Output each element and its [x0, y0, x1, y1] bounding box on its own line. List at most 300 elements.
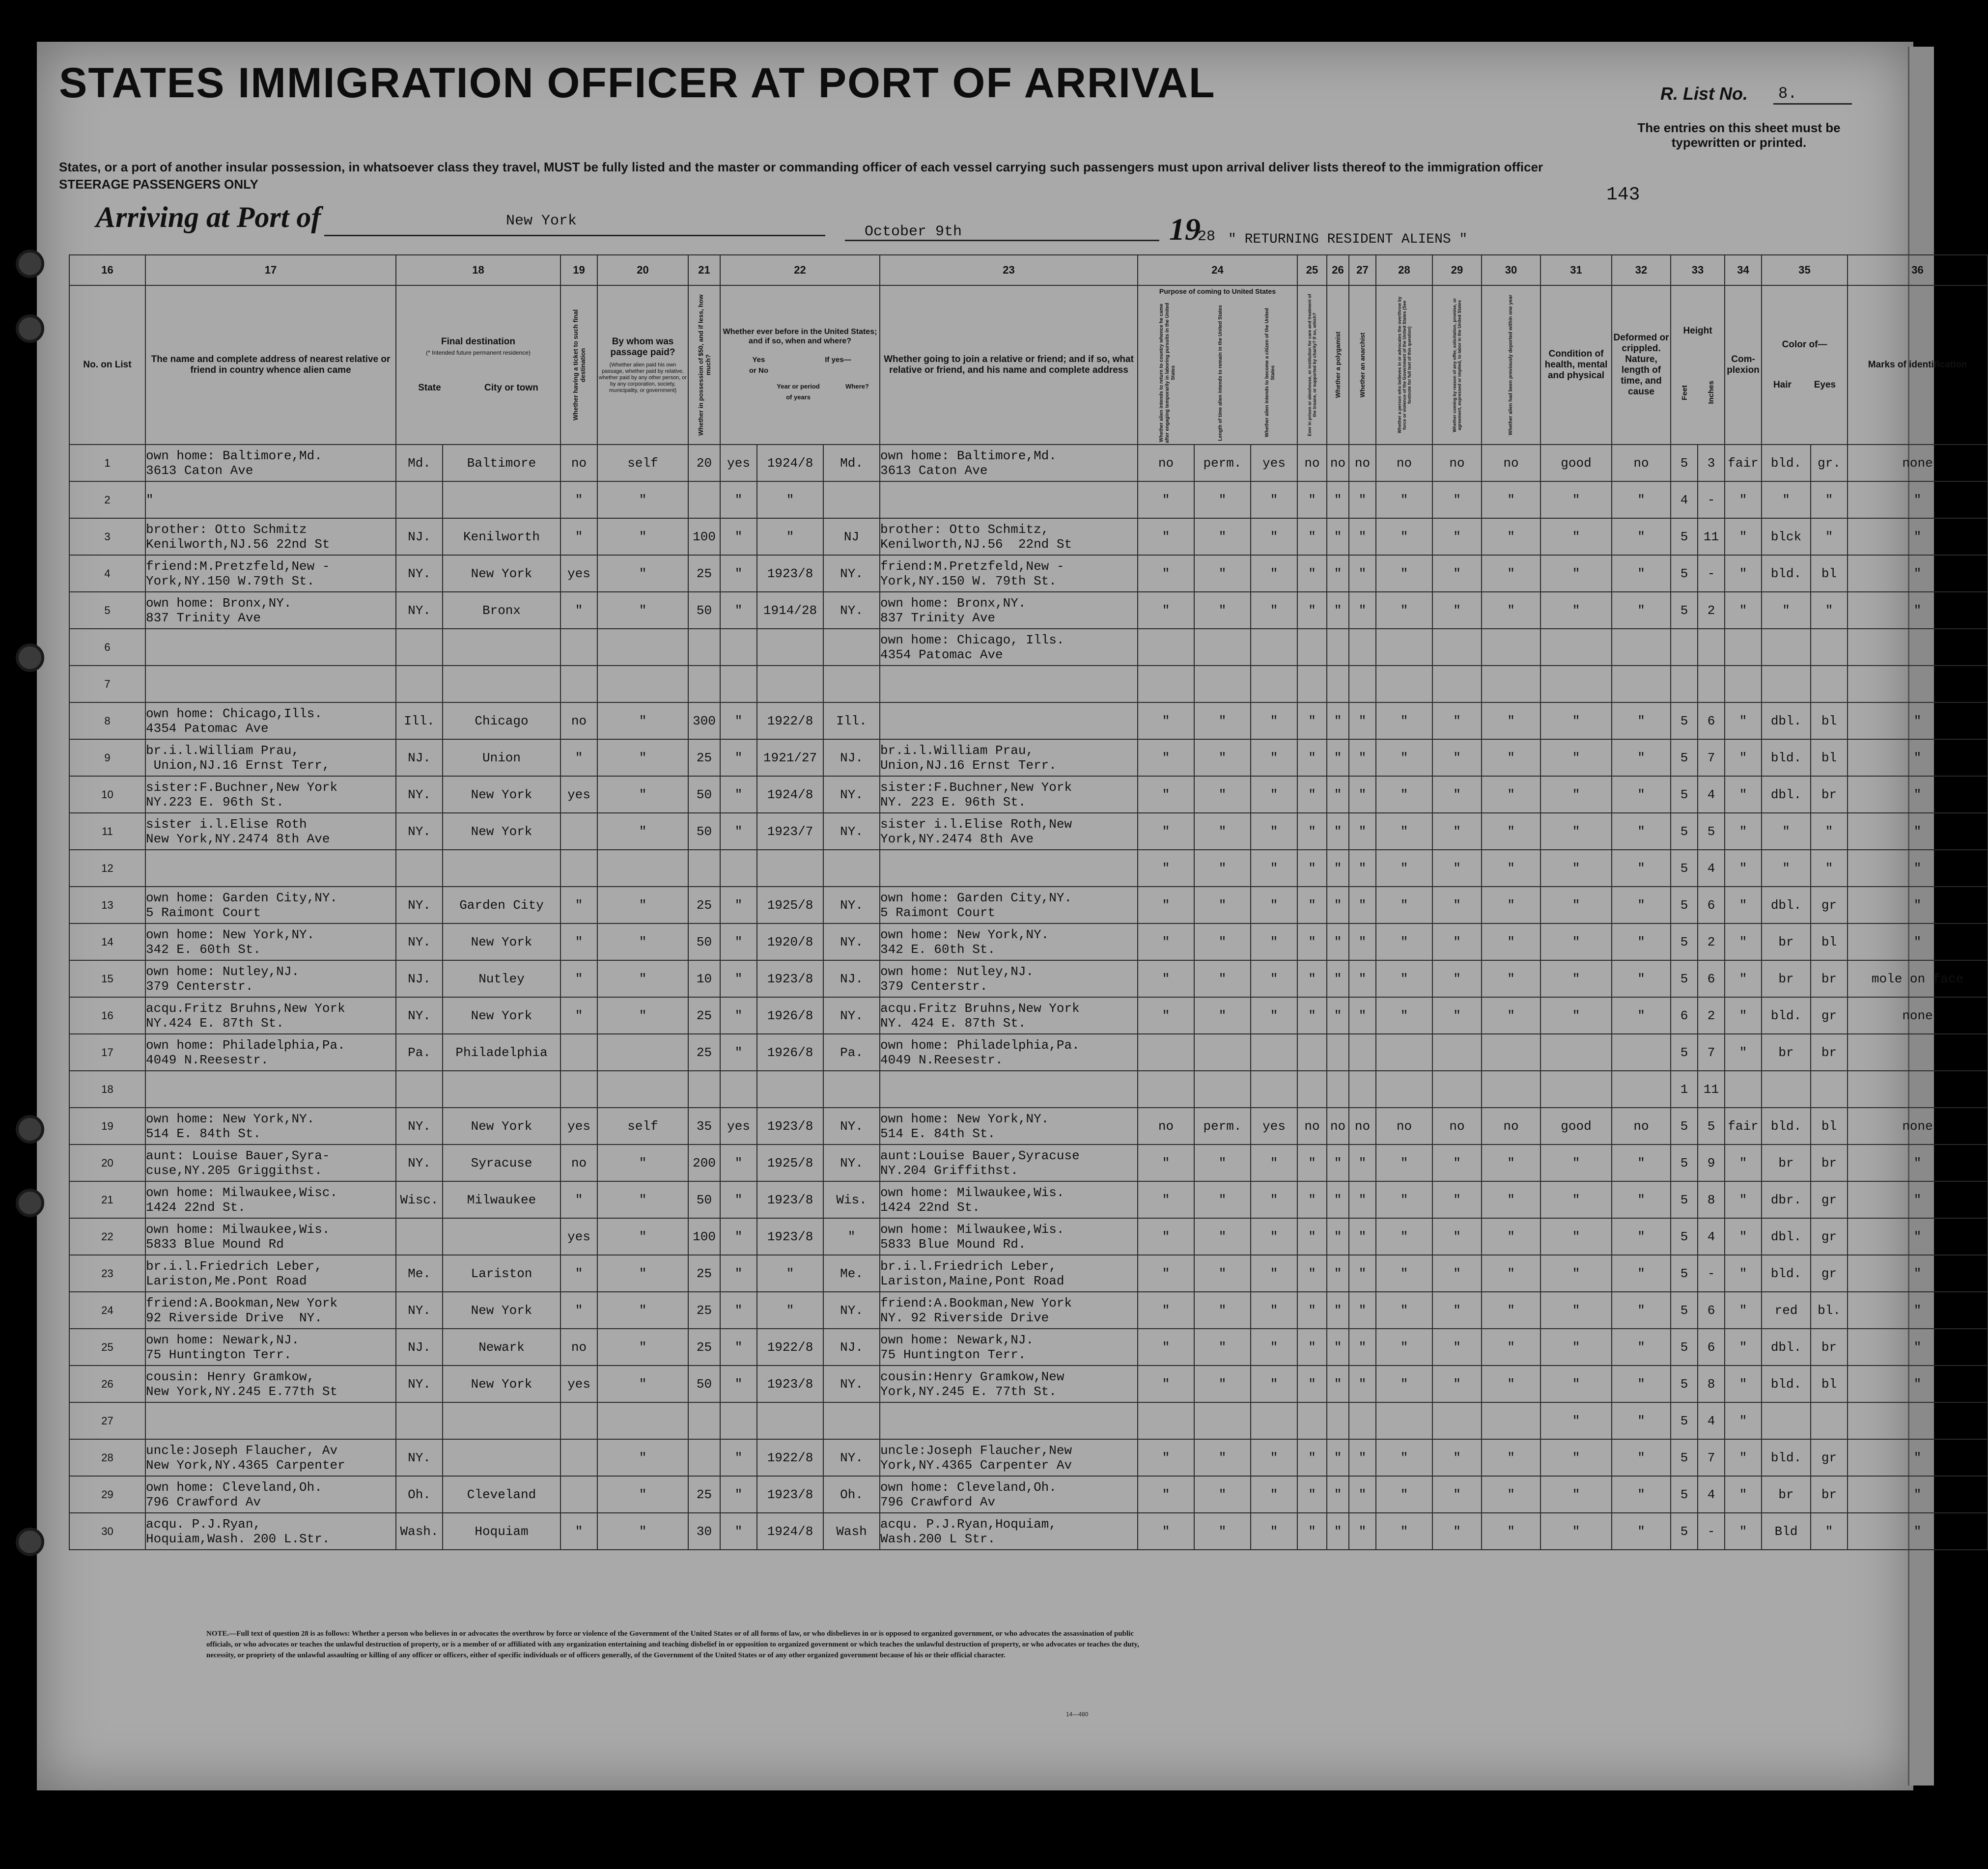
header-if-yes: If yes—: [825, 356, 851, 364]
cell-c29: ": [1432, 481, 1482, 518]
cell-c25: no: [1297, 445, 1327, 481]
document-subtitle: States, or a port of another insular possession, in whatsoever class they travel, MUST be fully listed and the master or commanding officer of each vessel carrying such passengers must upon arrival deliver lists thereof to the immigration officer: [59, 160, 1543, 174]
cell-state: Wisc.: [396, 1181, 443, 1218]
cell-before-where: NY.: [823, 1366, 880, 1402]
height-sublabels: [1671, 381, 1724, 404]
cell-purpose-citizen: [1251, 629, 1297, 666]
cell-money: 10: [688, 960, 720, 997]
cell-c26: ": [1327, 960, 1349, 997]
cell-before-year: 1922/8: [757, 702, 823, 739]
cell-before-where: NJ.: [823, 1329, 880, 1366]
cell-complexion: ": [1725, 923, 1762, 960]
cell-feet: 1: [1671, 1071, 1698, 1108]
cell-purpose-citizen: ": [1251, 1144, 1297, 1181]
cell-before-where: [823, 666, 880, 702]
cell-health: ": [1540, 1181, 1612, 1218]
cell-marks: ": [1848, 776, 1988, 813]
cell-ticket: no: [560, 445, 597, 481]
cell-inches: 2: [1698, 592, 1725, 629]
cell-hair: br: [1762, 923, 1811, 960]
cell-purpose-citizen: ": [1251, 1218, 1297, 1255]
cell-before-yes-no: ": [720, 1144, 757, 1181]
cell-hair: br: [1762, 1144, 1811, 1181]
cell-inches: -: [1698, 1513, 1725, 1550]
cell-before-year: ": [757, 1255, 823, 1292]
cell-c29: ": [1432, 518, 1482, 555]
cell-before-where: NY.: [823, 923, 880, 960]
header-relative: The name and complete address of nearest relative or friend in country whence alien came: [145, 285, 396, 445]
purpose-sublabels: [1138, 302, 1297, 444]
cell-c26: ": [1327, 997, 1349, 1034]
cell-before-yes-no: ": [720, 739, 757, 776]
cell-c27: [1349, 629, 1376, 666]
cell-purpose-length: ": [1194, 1181, 1251, 1218]
cell-joining: uncle:Joseph Flaucher,New York,NY.4365 Carpenter Av: [880, 1439, 1138, 1476]
cell-inches: 5: [1698, 1108, 1725, 1144]
cell-purpose-citizen: ": [1251, 1439, 1297, 1476]
cell-purpose-return: no: [1138, 445, 1194, 481]
cell-no: 13: [69, 887, 145, 923]
cell-before-year: 1926/8: [757, 997, 823, 1034]
table-row: [69, 1255, 1988, 1292]
cell-hair: br: [1762, 960, 1811, 997]
cell-purpose-citizen: [1251, 1034, 1297, 1071]
cell-c30: ": [1482, 592, 1540, 629]
cell-complexion: ": [1725, 1513, 1762, 1550]
cell-money: 50: [688, 592, 720, 629]
cell-joining: acqu. P.J.Ryan,Hoquiam, Wash.200 L Str.: [880, 1513, 1138, 1550]
cell-c25: ": [1297, 1476, 1327, 1513]
cell-ticket: no: [560, 1144, 597, 1181]
cell-c26: ": [1327, 1144, 1349, 1181]
cell-purpose-length: ": [1194, 1292, 1251, 1329]
cell-purpose-length: ": [1194, 887, 1251, 923]
cell-hair: bld.: [1762, 445, 1811, 481]
cell-city: Union: [443, 739, 560, 776]
cell-money: [688, 629, 720, 666]
cell-eyes: gr: [1811, 1181, 1848, 1218]
cell-marks: [1848, 666, 1988, 702]
cell-city: New York: [443, 1366, 560, 1402]
cell-c26: ": [1327, 923, 1349, 960]
cell-before-where: Md.: [823, 445, 880, 481]
cell-complexion: ": [1725, 592, 1762, 629]
cell-c25: ": [1297, 887, 1327, 923]
cell-c29: ": [1432, 1292, 1482, 1329]
cell-purpose-citizen: ": [1251, 776, 1297, 813]
cell-deformed: ": [1612, 1292, 1671, 1329]
cell-money: 35: [688, 1108, 720, 1144]
cell-feet: 5: [1671, 813, 1698, 850]
cell-paid-by: ": [597, 702, 688, 739]
cell-eyes: gr: [1811, 1439, 1848, 1476]
cell-feet: 5: [1671, 555, 1698, 592]
cell-money: 25: [688, 555, 720, 592]
cell-purpose-return: ": [1138, 1181, 1194, 1218]
cell-feet: 5: [1671, 1108, 1698, 1144]
cell-c30: ": [1482, 1144, 1540, 1181]
cell-c25: ": [1297, 1366, 1327, 1402]
cell-c29: ": [1432, 1181, 1482, 1218]
cell-purpose-return: ": [1138, 592, 1194, 629]
cell-c26: ": [1327, 481, 1349, 518]
cell-complexion: ": [1725, 960, 1762, 997]
cell-purpose-citizen: ": [1251, 923, 1297, 960]
cell-c25: [1297, 1034, 1327, 1071]
cell-no: 22: [69, 1218, 145, 1255]
cell-c26: ": [1327, 887, 1349, 923]
cell-purpose-citizen: ": [1251, 592, 1297, 629]
cell-before-year: 1923/7: [757, 813, 823, 850]
cell-deformed: ": [1612, 1144, 1671, 1181]
cell-eyes: br: [1811, 776, 1848, 813]
cell-joining: br.i.l.Friedrich Leber, Lariston,Maine,Pont Road: [880, 1255, 1138, 1292]
cell-feet: 5: [1671, 1366, 1698, 1402]
cell-before-yes-no: ": [720, 1292, 757, 1329]
cell-eyes: [1811, 1071, 1848, 1108]
cell-c28: ": [1376, 850, 1432, 887]
cell-deformed: ": [1612, 1476, 1671, 1513]
cell-no: 27: [69, 1402, 145, 1439]
cell-purpose-length: [1194, 1034, 1251, 1071]
cell-purpose-citizen: ": [1251, 1476, 1297, 1513]
cell-hair: br: [1762, 1034, 1811, 1071]
cell-marks: ": [1848, 702, 1988, 739]
header-color-of: [1762, 285, 1848, 445]
table-row: [69, 997, 1988, 1034]
cell-c25: ": [1297, 1439, 1327, 1476]
cell-city: [443, 481, 560, 518]
cell-c29: ": [1432, 997, 1482, 1034]
cell-feet: 5: [1671, 1292, 1698, 1329]
cell-relative: own home: Baltimore,Md. 3613 Caton Ave: [145, 445, 396, 481]
cell-hair: blck: [1762, 518, 1811, 555]
cell-deformed: ": [1612, 813, 1671, 850]
cell-inches: 6: [1698, 1329, 1725, 1366]
cell-before-year: [757, 850, 823, 887]
header-eyes: Eyes: [1814, 380, 1836, 390]
cell-health: [1540, 629, 1612, 666]
cell-complexion: ": [1725, 1402, 1762, 1439]
cell-purpose-return: [1138, 629, 1194, 666]
cell-feet: 5: [1671, 887, 1698, 923]
column-number: 26: [1327, 255, 1349, 285]
cell-purpose-length: ": [1194, 923, 1251, 960]
cell-before-yes-no: ": [720, 813, 757, 850]
cell-hair: dbl.: [1762, 1329, 1811, 1366]
cell-state: [396, 629, 443, 666]
cell-joining: own home: Newark,NJ. 75 Huntington Terr.: [880, 1329, 1138, 1366]
cell-c28: ": [1376, 702, 1432, 739]
cell-no: 25: [69, 1329, 145, 1366]
header-final-destination: [396, 285, 560, 445]
column-number: 30: [1482, 255, 1540, 285]
cell-hair: dbr.: [1762, 1181, 1811, 1218]
cell-purpose-length: ": [1194, 1513, 1251, 1550]
cell-before-year: 1923/8: [757, 1108, 823, 1144]
cell-health: ": [1540, 887, 1612, 923]
cell-money: [688, 1402, 720, 1439]
cell-c29: ": [1432, 739, 1482, 776]
cell-no: 17: [69, 1034, 145, 1071]
cell-before-yes-no: ": [720, 518, 757, 555]
cell-complexion: ": [1725, 702, 1762, 739]
cell-before-where: NY.: [823, 1292, 880, 1329]
cell-feet: 5: [1671, 1439, 1698, 1476]
cell-before-yes-no: ": [720, 776, 757, 813]
cell-relative: friend:A.Bookman,New York 92 Riverside Drive NY.: [145, 1292, 396, 1329]
cell-relative: own home: New York,NY. 342 E. 60th St.: [145, 923, 396, 960]
cell-health: ": [1540, 1329, 1612, 1366]
cell-eyes: gr: [1811, 1255, 1848, 1292]
cell-no: 7: [69, 666, 145, 702]
cell-health: ": [1540, 1476, 1612, 1513]
cell-purpose-return: ": [1138, 960, 1194, 997]
cell-purpose-citizen: ": [1251, 887, 1297, 923]
cell-no: 12: [69, 850, 145, 887]
cell-c25: [1297, 666, 1327, 702]
cell-purpose-return: ": [1138, 1144, 1194, 1181]
year-prefix: 19: [1169, 212, 1201, 247]
cell-deformed: [1612, 629, 1671, 666]
list-underline: [1773, 103, 1852, 105]
cell-hair: [1762, 629, 1811, 666]
cell-deformed: ": [1612, 518, 1671, 555]
cell-c30: ": [1482, 1181, 1540, 1218]
cell-eyes: [1811, 666, 1848, 702]
table-row: [69, 1292, 1988, 1329]
cell-relative: own home: New York,NY. 514 E. 84th St.: [145, 1108, 396, 1144]
cell-c28: ": [1376, 481, 1432, 518]
cell-ticket: [560, 1402, 597, 1439]
final-destination-note: (* Intended future permanent residence): [426, 349, 531, 356]
cell-money: 20: [688, 445, 720, 481]
cell-city: New York: [443, 1292, 560, 1329]
cell-purpose-length: perm.: [1194, 1108, 1251, 1144]
if-yes-sublabels: [721, 381, 879, 403]
cell-feet: 5: [1671, 1181, 1698, 1218]
cell-c25: ": [1297, 592, 1327, 629]
table-row: [69, 702, 1988, 739]
cell-no: 26: [69, 1366, 145, 1402]
cell-c25: [1297, 629, 1327, 666]
cell-city: New York: [443, 555, 560, 592]
cell-purpose-return: ": [1138, 481, 1194, 518]
cell-paid-by: ": [597, 887, 688, 923]
cell-purpose-return: ": [1138, 1218, 1194, 1255]
cell-c26: ": [1327, 702, 1349, 739]
cell-c28: ": [1376, 1181, 1432, 1218]
cell-c29: [1432, 1071, 1482, 1108]
cell-purpose-return: ": [1138, 887, 1194, 923]
header-year-period: Year or period of years: [777, 383, 820, 401]
cell-state: NY.: [396, 923, 443, 960]
cell-c27: ": [1349, 1255, 1376, 1292]
cell-inches: 3: [1698, 445, 1725, 481]
cell-c30: ": [1482, 850, 1540, 887]
cell-eyes: br: [1811, 1144, 1848, 1181]
table-row: [69, 850, 1988, 887]
cell-hair: [1762, 1402, 1811, 1439]
cell-paid-by: [597, 629, 688, 666]
cell-c28: [1376, 666, 1432, 702]
cell-before-where: NY.: [823, 1144, 880, 1181]
cell-c27: ": [1349, 1292, 1376, 1329]
cell-c30: ": [1482, 1439, 1540, 1476]
cell-marks: ": [1848, 592, 1988, 629]
cell-before-year: 1923/8: [757, 1181, 823, 1218]
cell-c30: ": [1482, 887, 1540, 923]
cell-c25: ": [1297, 997, 1327, 1034]
cell-ticket: ": [560, 481, 597, 518]
cell-feet: 6: [1671, 997, 1698, 1034]
cell-c30: ": [1482, 481, 1540, 518]
cell-before-yes-no: [720, 1071, 757, 1108]
cell-relative: own home: Cleveland,Oh. 796 Crawford Av: [145, 1476, 396, 1513]
c28-label: Whether a person who believes in or advocates the overthrow by force or violence of the Government of the United States (See footnote for full text of this question): [1397, 296, 1412, 434]
cell-joining: own home: Philadelphia,Pa. 4049 N.Reesestr.: [880, 1034, 1138, 1071]
arriving-label: Arriving at Port of: [96, 201, 321, 233]
cell-before-where: [823, 1071, 880, 1108]
cell-paid-by: ": [597, 1218, 688, 1255]
cell-inches: [1698, 666, 1725, 702]
cell-c25: ": [1297, 518, 1327, 555]
cell-c30: ": [1482, 739, 1540, 776]
cell-c30: ": [1482, 1255, 1540, 1292]
cell-ticket: [560, 850, 597, 887]
cell-hair: dbl.: [1762, 887, 1811, 923]
cell-c26: [1327, 666, 1349, 702]
cell-ticket: ": [560, 887, 597, 923]
header-c30: [1482, 285, 1540, 445]
cell-eyes: br: [1811, 960, 1848, 997]
cell-state: NJ.: [396, 739, 443, 776]
column-number: 22: [720, 255, 880, 285]
binder-hole: [16, 643, 44, 672]
table-row: [69, 960, 1988, 997]
cell-purpose-return: ": [1138, 1255, 1194, 1292]
cell-c25: ": [1297, 739, 1327, 776]
cell-health: [1540, 1034, 1612, 1071]
cell-purpose-citizen: ": [1251, 702, 1297, 739]
cell-deformed: ": [1612, 702, 1671, 739]
cell-c29: ": [1432, 776, 1482, 813]
cell-c26: ": [1327, 1366, 1349, 1402]
column-number: 27: [1349, 255, 1376, 285]
header-paid-by: [597, 285, 688, 445]
ticket-label: Whether having a ticket to such final destination: [571, 309, 587, 421]
cell-c29: ": [1432, 923, 1482, 960]
passenger-rows: [69, 445, 1988, 1550]
header-joining: Whether going to join a relative or friend; and if so, what relative or friend, and his name and complete address: [880, 285, 1138, 445]
cell-feet: 5: [1671, 1329, 1698, 1366]
cell-no: 21: [69, 1181, 145, 1218]
cell-marks: none: [1848, 445, 1988, 481]
cell-c27: [1349, 1034, 1376, 1071]
cell-relative: [145, 629, 396, 666]
cell-c30: ": [1482, 960, 1540, 997]
table-row: [69, 1439, 1988, 1476]
table-row: [69, 1329, 1988, 1366]
cell-c30: ": [1482, 997, 1540, 1034]
cell-health: ": [1540, 1366, 1612, 1402]
cell-marks: ": [1848, 1329, 1988, 1366]
cell-health: ": [1540, 702, 1612, 739]
cell-paid-by: self: [597, 1108, 688, 1144]
cell-deformed: ": [1612, 1366, 1671, 1402]
cell-c27: ": [1349, 592, 1376, 629]
cell-before-yes-no: [720, 666, 757, 702]
cell-c25: ": [1297, 776, 1327, 813]
cell-purpose-length: ": [1194, 1366, 1251, 1402]
column-number: 19: [560, 255, 597, 285]
table-row: [69, 666, 1988, 702]
cell-c25: ": [1297, 1218, 1327, 1255]
header-complexion: Com-plexion: [1725, 285, 1762, 445]
cell-c30: no: [1482, 445, 1540, 481]
cell-joining: [880, 850, 1138, 887]
paid-by-label: By whom was passage paid?: [610, 336, 675, 358]
cell-joining: [880, 481, 1138, 518]
cell-eyes: bl: [1811, 702, 1848, 739]
cell-eyes: gr: [1811, 887, 1848, 923]
cell-before-year: 1924/8: [757, 776, 823, 813]
cell-marks: [1848, 1034, 1988, 1071]
cell-c29: ": [1432, 592, 1482, 629]
cell-complexion: [1725, 629, 1762, 666]
cell-deformed: ": [1612, 1218, 1671, 1255]
cell-complexion: ": [1725, 1218, 1762, 1255]
cell-purpose-length: ": [1194, 555, 1251, 592]
cell-health: ": [1540, 592, 1612, 629]
cell-purpose-citizen: ": [1251, 1366, 1297, 1402]
cell-feet: 5: [1671, 1255, 1698, 1292]
cell-c27: [1349, 1402, 1376, 1439]
cell-hair: bld.: [1762, 997, 1811, 1034]
cell-before-yes-no: ": [720, 887, 757, 923]
cell-c29: no: [1432, 1108, 1482, 1144]
cell-before-year: 1923/8: [757, 1366, 823, 1402]
purpose-return-label: Whether alien intends to return to country whence he came after engaging temporarily in laboring pursuits in the United States: [1158, 303, 1176, 443]
cell-city: [443, 1402, 560, 1439]
cell-joining: own home: Chicago, Ills. 4354 Patomac Ave: [880, 629, 1138, 666]
cell-c29: ": [1432, 702, 1482, 739]
cell-deformed: ": [1612, 739, 1671, 776]
cell-paid-by: ": [597, 1329, 688, 1366]
cell-before-year: 1926/8: [757, 1034, 823, 1071]
cell-eyes: br: [1811, 1034, 1848, 1071]
cell-inches: 2: [1698, 997, 1725, 1034]
cell-inches: 11: [1698, 518, 1725, 555]
cell-purpose-length: ": [1194, 1218, 1251, 1255]
cell-inches: 4: [1698, 1476, 1725, 1513]
cell-hair: red: [1762, 1292, 1811, 1329]
page-number: 143: [1606, 184, 1640, 205]
column-header-row: [69, 285, 1988, 445]
cell-purpose-citizen: ": [1251, 1255, 1297, 1292]
cell-ticket: ": [560, 1181, 597, 1218]
c27-label: Whether an anarchist: [1359, 332, 1367, 398]
cell-purpose-length: [1194, 629, 1251, 666]
cell-c28: ": [1376, 739, 1432, 776]
cell-c28: ": [1376, 1255, 1432, 1292]
cell-paid-by: [597, 1034, 688, 1071]
cell-city: Philadelphia: [443, 1034, 560, 1071]
cell-c28: ": [1376, 1144, 1432, 1181]
cell-hair: bld.: [1762, 1255, 1811, 1292]
cell-city: New York: [443, 997, 560, 1034]
cell-complexion: ": [1725, 1144, 1762, 1181]
